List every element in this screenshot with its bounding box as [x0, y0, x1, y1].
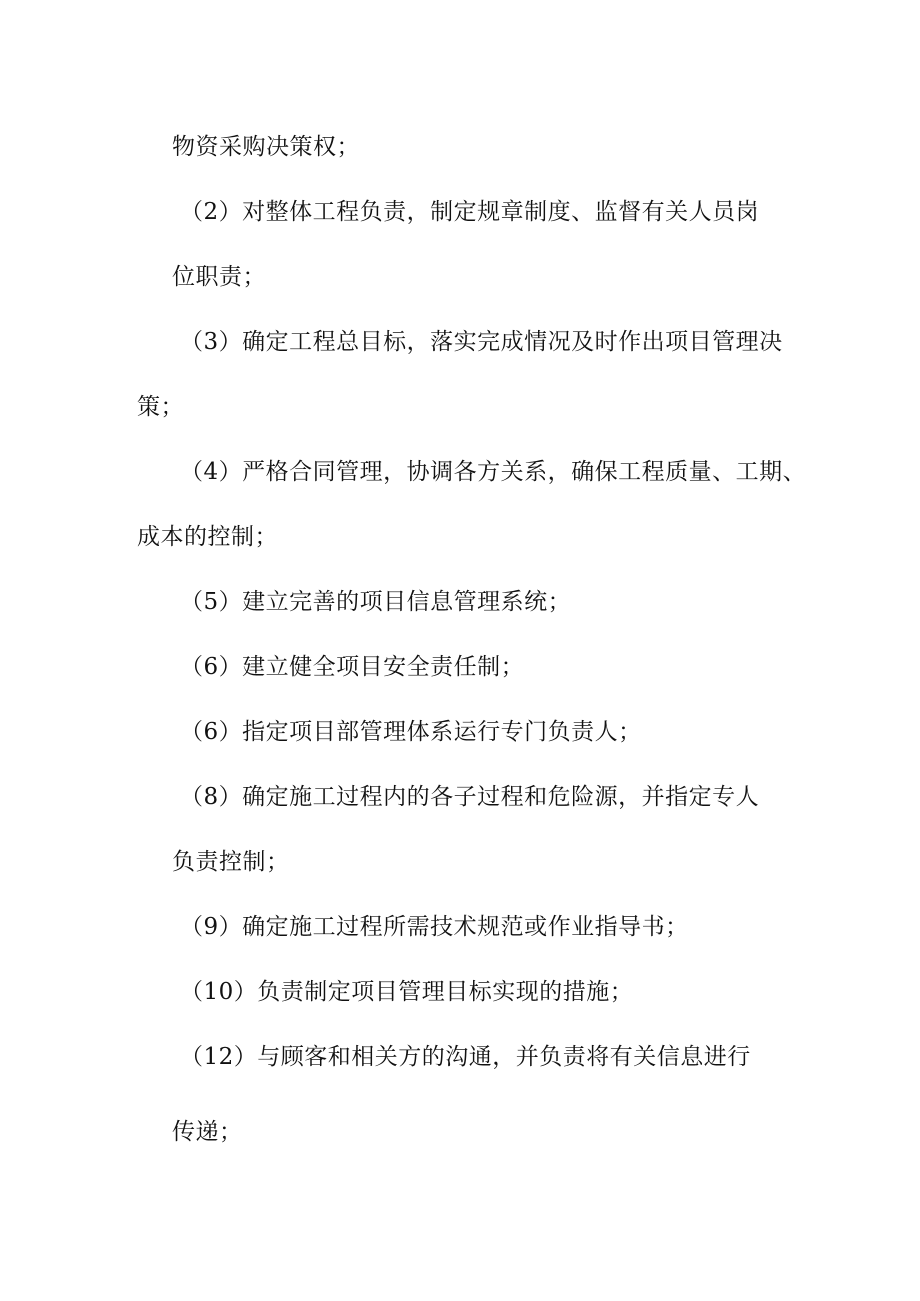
text-line: （4）严格合同管理，协调各方关系，确保工程质量、工期、 [180, 459, 807, 485]
text-line: （5）建立完善的项目信息管理系统； [180, 589, 572, 615]
text-line: 策； [137, 394, 184, 420]
text-line: 传递； [172, 1119, 243, 1145]
text-line: 位职责； [172, 264, 266, 290]
text-line: （9）确定施工过程所需技术规范或作业指导书； [180, 914, 689, 940]
text-line: （3）确定工程总目标，落实完成情况及时作出项目管理决 [180, 329, 783, 355]
text-line: （12）与顾客和相关方的沟通，并负责将有关信息进行 [180, 1044, 751, 1070]
text-line: （6）建立健全项目安全责任制； [180, 654, 525, 680]
text-line: （10）负责制定项目管理目标实现的措施； [180, 979, 634, 1005]
text-line: 物资采购决策权； [172, 134, 360, 160]
text-line: （8）确定施工过程内的各子过程和危险源，并指定专人 [180, 784, 760, 810]
text-line: （6）指定项目部管理体系运行专门负责人； [180, 719, 642, 745]
text-line: （2）对整体工程负责，制定规章制度、监督有关人员岗 [180, 199, 760, 225]
text-line: 负责控制； [172, 849, 290, 875]
text-line: 成本的控制； [137, 524, 278, 550]
